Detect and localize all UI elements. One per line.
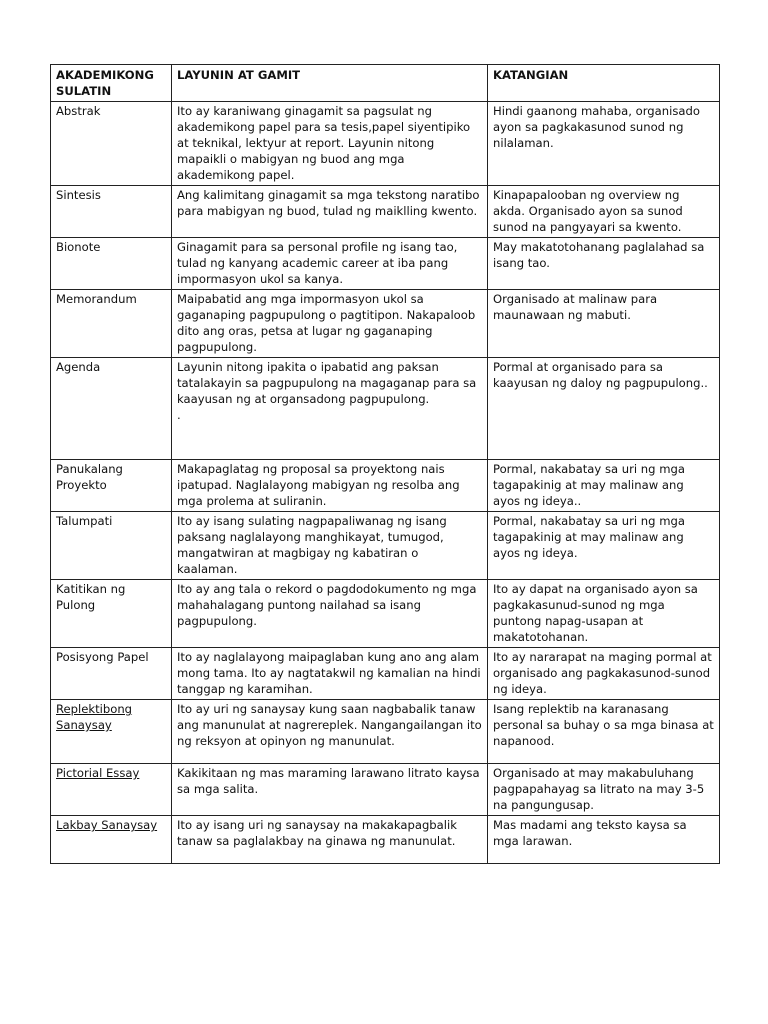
row-katangian-cell: Pormal, nakabatay sa uri ng mga tagapakinig at may malinaw ang ayos ng ideya.. bbox=[488, 460, 720, 512]
row-name-cell: Lakbay Sanaysay bbox=[51, 816, 172, 864]
row-katangian-cell: Organisado at may makabuluhang pagpapahayag sa litrato na may 3-5 na pangungusap. bbox=[488, 764, 720, 816]
header-akademikong-sulatin: AKADEMIKONG SULATIN bbox=[51, 65, 172, 102]
row-layunin-cell: Ginagamit para sa personal profile ng isang tao, tulad ng kanyang academic career at iba pang impormasyon ukol sa kanya. bbox=[172, 238, 488, 290]
row-katangian-cell: Organisado at malinaw para maunawaan ng mabuti. bbox=[488, 290, 720, 358]
row-name-cell: Panukalang Proyekto bbox=[51, 460, 172, 512]
table-row bbox=[51, 700, 720, 764]
row-layunin-cell: Ito ay naglalayong maipaglaban kung ano ang alam mong tama. Ito ay nagtatakwil ng kamalian na hindi tanggap ng karamihan. bbox=[172, 648, 488, 700]
row-name-cell: Bionote bbox=[51, 238, 172, 290]
header-katangian: KATANGIAN bbox=[488, 65, 720, 102]
row-layunin-cell: Makapaglatag ng proposal sa proyektong nais ipatupad. Naglalayong mabigyan ng resolba ang mga prolema at suliranin. bbox=[172, 460, 488, 512]
row-katangian-cell: Kinapapalooban ng overview ng akda. Organisado ayon sa sunod sunod na pangyayari sa kwento. bbox=[488, 186, 720, 238]
row-katangian-cell: Pormal at organisado para sa kaayusan ng daloy ng pagpupulong.. bbox=[488, 358, 720, 460]
table-row bbox=[51, 512, 720, 580]
row-layunin-cell: Ito ay karaniwang ginagamit sa pagsulat ng akademikong papel para sa tesis,papel siyentipiko at teknikal, lektyur at report. Layunin nitong mapaikli o mabigyan ng buod ang mga akademikong papel. bbox=[172, 102, 488, 186]
row-layunin-cell: Ang kalimitang ginagamit sa mga tekstong naratibo para mabigyan ng buod, tulad ng maiklling kwento. bbox=[172, 186, 488, 238]
row-katangian-cell: Isang replektib na karanasang personal sa buhay o sa mga binasa at napanood. bbox=[488, 700, 720, 764]
row-name-cell: Replektibong Sanaysay bbox=[51, 700, 172, 764]
table-row bbox=[51, 186, 720, 238]
row-name-cell: Pictorial Essay bbox=[51, 764, 172, 816]
row-name-cell: Talumpati bbox=[51, 512, 172, 580]
row-name-cell: Sintesis bbox=[51, 186, 172, 238]
table-row bbox=[51, 648, 720, 700]
agenda-layunin-text: Layunin nitong ipakita o ipabatid ang paksan tatalakayin sa pagpupulong na magaganap para sa kaayusan ng at organsadong pagpupulong. bbox=[177, 360, 477, 406]
header-layunin-at-gamit: LAYUNIN AT GAMIT bbox=[172, 65, 488, 102]
table-row bbox=[51, 358, 720, 460]
row-layunin-cell bbox=[172, 358, 488, 460]
row-katangian-cell: Ito ay nararapat na maging pormal at organisado ang pagkakasunod-sunod ng ideya. bbox=[488, 648, 720, 700]
row-name-cell: Katitikan ng Pulong bbox=[51, 580, 172, 648]
table-row bbox=[51, 460, 720, 512]
row-name-cell: Posisyong Papel bbox=[51, 648, 172, 700]
row-katangian-cell: Mas madami ang teksto kaysa sa mga larawan. bbox=[488, 816, 720, 864]
row-layunin-cell: Ito ay ang tala o rekord o pagdodokumento ng mga mahahalagang puntong nailahad sa isang pagpupulong. bbox=[172, 580, 488, 648]
row-katangian-cell: Hindi gaanong mahaba, organisado ayon sa pagkakasunod sunod ng nilalaman. bbox=[488, 102, 720, 186]
table-row bbox=[51, 102, 720, 186]
row-katangian-cell: May makatotohanang paglalahad sa isang tao. bbox=[488, 238, 720, 290]
row-name-cell: Abstrak bbox=[51, 102, 172, 186]
row-layunin-cell: Kakikitaan ng mas maraming larawano litrato kaysa sa mga salita. bbox=[172, 764, 488, 816]
header-row bbox=[51, 65, 720, 102]
table-row bbox=[51, 290, 720, 358]
row-layunin-cell: Ito ay isang uri ng sanaysay na makakapagbalik tanaw sa paglalakbay na ginawa ng manunulat. bbox=[172, 816, 488, 864]
akademikong-sulatin-table bbox=[50, 64, 720, 864]
row-katangian-cell: Ito ay dapat na organisado ayon sa pagkakasunud-sunod ng mga puntong napag-usapan at makatotohanan. bbox=[488, 580, 720, 648]
row-name-cell: Agenda bbox=[51, 358, 172, 460]
row-name-cell: Memorandum bbox=[51, 290, 172, 358]
table-row bbox=[51, 816, 720, 864]
table-row bbox=[51, 764, 720, 816]
row-layunin-cell: Maipabatid ang mga impormasyon ukol sa gaganaping pagpupulong o pagtitipon. Nakapaloob dito ang oras, petsa at lugar ng gaganaping pagpupulong. bbox=[172, 290, 488, 358]
agenda-layunin-extra: . bbox=[177, 408, 181, 422]
row-katangian-cell: Pormal, nakabatay sa uri ng mga tagapakinig at may malinaw ang ayos ng ideya. bbox=[488, 512, 720, 580]
table-row bbox=[51, 238, 720, 290]
row-layunin-cell: Ito ay uri ng sanaysay kung saan nagbabalik tanaw ang manunulat at nagrereplek. Nangangailangan ito ng reksyon at opinyon ng manunulat. bbox=[172, 700, 488, 764]
row-layunin-cell: Ito ay isang sulating nagpapaliwanag ng isang paksang naglalayong manghikayat, tumugod, mangatwiran at magbigay ng kabatiran o kaalaman. bbox=[172, 512, 488, 580]
table-row bbox=[51, 580, 720, 648]
